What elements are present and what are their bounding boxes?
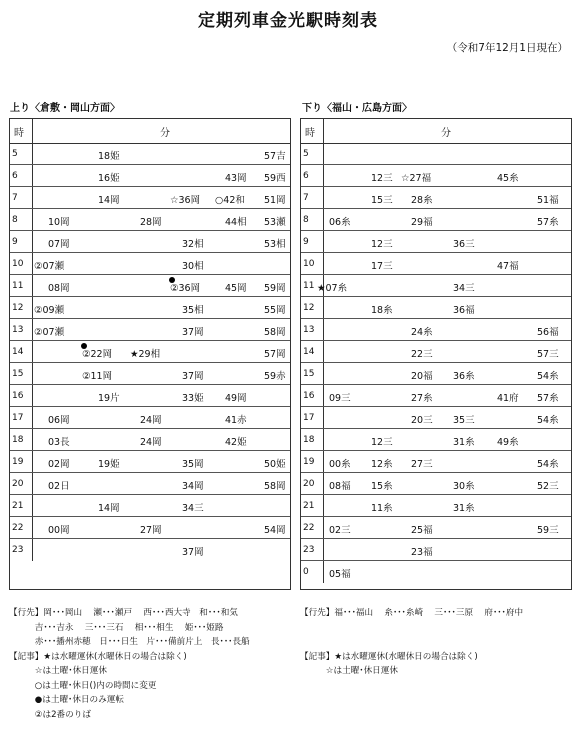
down-train-entry: 06糸: [329, 217, 351, 228]
up-train-entry: 10岡: [48, 217, 70, 228]
up-row-hour-21: [10, 495, 290, 517]
down-train-entry: 17三: [371, 261, 393, 272]
up-row-hour-10: [10, 253, 290, 275]
up-row-hour-22: [10, 517, 290, 539]
up-hour-cell: 17: [12, 413, 24, 423]
down-row-hour-18: [301, 429, 571, 451]
up-row-hour-8: [10, 209, 290, 231]
up-minute-header: 分: [160, 128, 170, 139]
down-train-entry: 12糸: [371, 459, 393, 470]
up-train-entry: 18姫: [98, 151, 120, 162]
down-note-line: 【行先】福･･･福山 糸･･･糸崎 三･･･三原 府･･･府中: [300, 608, 524, 618]
up-row-hour-17: [10, 407, 290, 429]
up-train-entry: ②07瀬: [34, 261, 65, 272]
down-row-hour-16: [301, 385, 571, 407]
down-row-hour-11: [301, 275, 571, 297]
up-train-entry: 59岡: [264, 283, 286, 294]
up-row-hour-20: [10, 473, 290, 495]
down-hour-cell: 10: [303, 259, 315, 269]
down-row-hour-19: [301, 451, 571, 473]
up-train-entry: 58岡: [264, 327, 286, 338]
up-train-entry: 00岡: [48, 525, 70, 536]
down-hour-cell: 19: [303, 457, 315, 467]
down-train-entry: 52三: [537, 481, 559, 492]
up-train-entry: 30相: [182, 261, 204, 272]
up-train-entry: 16姫: [98, 173, 120, 184]
up-row-hour-9: [10, 231, 290, 253]
up-train-entry: 34岡: [182, 481, 204, 492]
down-train-entry: 12三: [371, 437, 393, 448]
up-notes: [9, 606, 250, 722]
up-row-hour-15: [10, 363, 290, 385]
up-train-entry: 37岡: [182, 547, 204, 558]
down-row-hour-17: [301, 407, 571, 429]
down-row-hour-5: [301, 143, 571, 165]
down-hour-cell: 5: [303, 149, 309, 159]
up-hour-cell: 11: [12, 281, 24, 291]
up-row-hour-6: [10, 165, 290, 187]
up-train-entry: 50姫: [264, 459, 286, 470]
up-train-entry: 19片: [98, 393, 120, 404]
up-train-entry: 59赤: [264, 371, 286, 382]
down-row-hour-9: [301, 231, 571, 253]
down-train-entry: 22三: [411, 349, 433, 360]
up-row-hour-12: [10, 297, 290, 319]
up-row-hour-19: [10, 451, 290, 473]
down-train-entry: 05福: [329, 569, 351, 580]
up-train-entry: 45岡: [225, 283, 247, 294]
down-train-entry: 57三: [537, 349, 559, 360]
down-row-hour-6: [301, 165, 571, 187]
down-train-entry: 15糸: [371, 481, 393, 492]
up-direction-label: 上り〈倉敷・岡山方面〉: [10, 103, 120, 114]
down-row-hour-8: [301, 209, 571, 231]
up-note-line: 【記事】★は水曜運休(水曜休日の場合は除く): [9, 651, 187, 662]
up-train-entry: 24岡: [140, 415, 162, 426]
up-hour-cell: 22: [12, 523, 24, 533]
up-train-entry: 19姫: [98, 459, 120, 470]
down-hour-cell: 12: [303, 303, 315, 313]
up-train-entry: 27岡: [140, 525, 162, 536]
up-train-entry: 53相: [264, 239, 286, 250]
down-row-hour-14: [301, 341, 571, 363]
up-train-entry: 33姫: [182, 393, 204, 404]
down-train-entry: 56福: [537, 327, 559, 338]
down-notes: [300, 606, 523, 679]
down-train-entry: 51福: [537, 195, 559, 206]
down-row-hour-21: [301, 495, 571, 517]
up-note-line: 【行先】岡･･･岡山 瀬･･･瀬戸 西･･･西大寺 和･･･和気: [9, 608, 238, 618]
up-hour-cell: 13: [12, 325, 24, 335]
down-train-entry: 54糸: [537, 371, 559, 382]
down-row-hour-13: [301, 319, 571, 341]
down-header-row: [301, 119, 571, 144]
up-train-entry: 41赤: [225, 415, 247, 426]
down-hour-cell: 8: [303, 215, 309, 225]
down-train-entry: 54糸: [537, 459, 559, 470]
up-train-entry: 44相: [225, 217, 247, 228]
down-train-entry: 35三: [453, 415, 475, 426]
down-train-entry: 09三: [329, 393, 351, 404]
up-train-entry: 14岡: [98, 503, 120, 514]
down-train-entry: 30糸: [453, 481, 475, 492]
down-train-entry: 34三: [453, 283, 475, 294]
up-train-entry: 03長: [48, 437, 70, 448]
weekend-only-dot-icon: [169, 277, 175, 283]
up-hour-header: 時: [14, 128, 24, 139]
up-row-hour-11: [10, 275, 290, 297]
down-hour-cell: 6: [303, 171, 309, 181]
down-row-hour-22: [301, 517, 571, 539]
up-hour-cell: 10: [12, 259, 24, 269]
down-train-entry: 27三: [411, 459, 433, 470]
down-train-entry: 25福: [411, 525, 433, 536]
up-note-line: ●は土曜･休日のみ運転: [9, 695, 124, 705]
up-train-entry: 55岡: [264, 305, 286, 316]
up-row-hour-14: [10, 341, 290, 363]
up-train-entry: 02日: [48, 481, 70, 492]
down-train-entry: 47福: [497, 261, 519, 272]
up-train-entry: 49岡: [225, 393, 247, 404]
down-train-entry: ☆27福: [401, 173, 432, 184]
up-note-line: ○は土曜･休日()内の時間に変更: [9, 680, 157, 691]
weekend-only-dot-icon: [81, 343, 87, 349]
down-hour-cell: 16: [303, 391, 315, 401]
up-row-hour-23: [10, 539, 290, 561]
up-hour-cell: 23: [12, 545, 24, 555]
down-row-hour-15: [301, 363, 571, 385]
up-train-entry: 08岡: [48, 283, 70, 294]
down-train-entry: 36三: [453, 239, 475, 250]
up-hour-cell: 18: [12, 435, 24, 445]
up-note-line: 赤･･･播州赤穂 日･･･日生 片･･･備前片上 長･･･長船: [9, 637, 250, 647]
down-train-entry: 15三: [371, 195, 393, 206]
up-train-entry: 54岡: [264, 525, 286, 536]
up-train-entry: 02岡: [48, 459, 70, 470]
up-train-entry: 43岡: [225, 173, 247, 184]
up-note-line: ☆は土曜･休日運休: [9, 666, 107, 676]
up-row-hour-5: [10, 143, 290, 165]
up-train-entry: 42姫: [225, 437, 247, 448]
up-train-entry: 58岡: [264, 481, 286, 492]
down-train-entry: 45糸: [497, 173, 519, 184]
down-train-entry: 20福: [411, 371, 433, 382]
down-train-entry: 12三: [371, 239, 393, 250]
up-train-entry: 14岡: [98, 195, 120, 206]
down-row-hour-12: [301, 297, 571, 319]
down-direction-label: 下り〈福山・広島方面〉: [302, 103, 412, 114]
down-train-entry: 08福: [329, 481, 351, 492]
down-row-hour-23: [301, 539, 571, 561]
down-note-line: 【記事】★は水曜運休(水曜休日の場合は除く): [300, 651, 478, 662]
down-row-hour-20: [301, 473, 571, 495]
down-hour-cell: 11: [303, 281, 315, 291]
up-train-entry: ②36岡: [170, 280, 200, 294]
up-note-line: 吉･･･吉永 三･･･三石 相･･･相生 姫･･･姫路: [9, 622, 224, 633]
up-train-entry: ②09瀬: [34, 305, 65, 316]
down-hour-header: 時: [305, 128, 315, 139]
up-train-entry: 51岡: [264, 195, 286, 206]
up-train-entry: 32相: [182, 239, 204, 250]
down-timetable: [300, 118, 572, 590]
down-train-entry: ★07糸: [317, 283, 348, 294]
down-hour-cell: 13: [303, 325, 315, 335]
down-hour-cell: 20: [303, 479, 315, 489]
down-hour-cell: 15: [303, 369, 315, 379]
up-row-hour-18: [10, 429, 290, 451]
up-hour-cell: 21: [12, 501, 24, 511]
up-timetable: [9, 118, 291, 590]
up-train-entry: ★29相: [130, 349, 161, 360]
down-row-hour-10: [301, 253, 571, 275]
down-train-entry: 36福: [453, 305, 475, 316]
up-train-entry: 07岡: [48, 239, 70, 250]
up-row-hour-16: [10, 385, 290, 407]
up-row-hour-13: [10, 319, 290, 341]
up-train-entry: ②07瀬: [34, 327, 65, 338]
down-row-hour-7: [301, 187, 571, 209]
up-train-entry: 37岡: [182, 371, 204, 382]
up-train-entry: 24岡: [140, 437, 162, 448]
down-train-entry: 27糸: [411, 393, 433, 404]
down-train-entry: 49糸: [497, 437, 519, 448]
up-train-entry: ○42和: [215, 195, 245, 206]
up-train-entry: ②22岡: [82, 346, 112, 360]
up-hour-cell: 14: [12, 347, 24, 357]
down-train-entry: 02三: [329, 525, 351, 536]
up-hour-cell: 5: [12, 149, 18, 159]
up-hour-cell: 19: [12, 457, 24, 467]
as-of-date: （令和7年12月1日現在）: [446, 42, 568, 54]
up-train-entry: 06岡: [48, 415, 70, 426]
up-hour-cell: 20: [12, 479, 24, 489]
down-hour-cell: 21: [303, 501, 315, 511]
up-hour-cell: 12: [12, 303, 24, 313]
down-minute-header: 分: [441, 128, 451, 139]
up-train-entry: 57吉: [264, 151, 286, 162]
down-hour-cell: 0: [303, 567, 309, 577]
down-train-entry: 57糸: [537, 217, 559, 228]
down-row-hour-0: [301, 561, 571, 583]
down-train-entry: 41府: [497, 393, 519, 404]
up-hour-cell: 7: [12, 193, 18, 203]
down-hour-cell: 23: [303, 545, 315, 555]
down-train-entry: 20三: [411, 415, 433, 426]
down-train-entry: 31糸: [453, 503, 475, 514]
up-train-entry: ②11岡: [82, 371, 113, 382]
down-hour-cell: 22: [303, 523, 315, 533]
up-header-row: [10, 119, 290, 144]
up-train-entry: 59西: [264, 173, 286, 184]
down-train-entry: 28糸: [411, 195, 433, 206]
down-train-entry: 54糸: [537, 415, 559, 426]
up-train-entry: 53瀬: [264, 217, 286, 228]
up-train-entry: ☆36岡: [170, 195, 201, 206]
up-train-entry: 35岡: [182, 459, 204, 470]
up-train-entry: 28岡: [140, 217, 162, 228]
down-hour-cell: 7: [303, 193, 309, 203]
up-hour-cell: 16: [12, 391, 24, 401]
down-hour-cell: 14: [303, 347, 315, 357]
down-train-entry: 00糸: [329, 459, 351, 470]
down-train-entry: 12三: [371, 173, 393, 184]
up-train-entry: 35相: [182, 305, 204, 316]
down-train-entry: 29福: [411, 217, 433, 228]
down-note-line: [300, 635, 523, 650]
down-note-line: [300, 621, 523, 636]
down-note-line: ☆は土曜･休日運休: [300, 666, 398, 676]
up-train-entry: 34三: [182, 503, 204, 514]
page-title: 定期列車金光駅時刻表: [198, 11, 378, 31]
down-train-entry: 36糸: [453, 371, 475, 382]
down-train-entry: 59三: [537, 525, 559, 536]
up-hour-cell: 6: [12, 171, 18, 181]
down-hour-cell: 18: [303, 435, 315, 445]
up-train-entry: 57岡: [264, 349, 286, 360]
down-train-entry: 24糸: [411, 327, 433, 338]
down-train-entry: 23福: [411, 547, 433, 558]
down-train-entry: 31糸: [453, 437, 475, 448]
down-train-entry: 11糸: [371, 503, 393, 514]
down-hour-cell: 17: [303, 413, 315, 423]
down-train-entry: 18糸: [371, 305, 393, 316]
up-hour-cell: 9: [12, 237, 18, 247]
up-note-line: ②は2番のりば: [9, 709, 91, 720]
up-row-hour-7: [10, 187, 290, 209]
down-hour-cell: 9: [303, 237, 309, 247]
up-hour-cell: 15: [12, 369, 24, 379]
up-hour-cell: 8: [12, 215, 18, 225]
up-train-entry: 37岡: [182, 327, 204, 338]
down-train-entry: 57糸: [537, 393, 559, 404]
